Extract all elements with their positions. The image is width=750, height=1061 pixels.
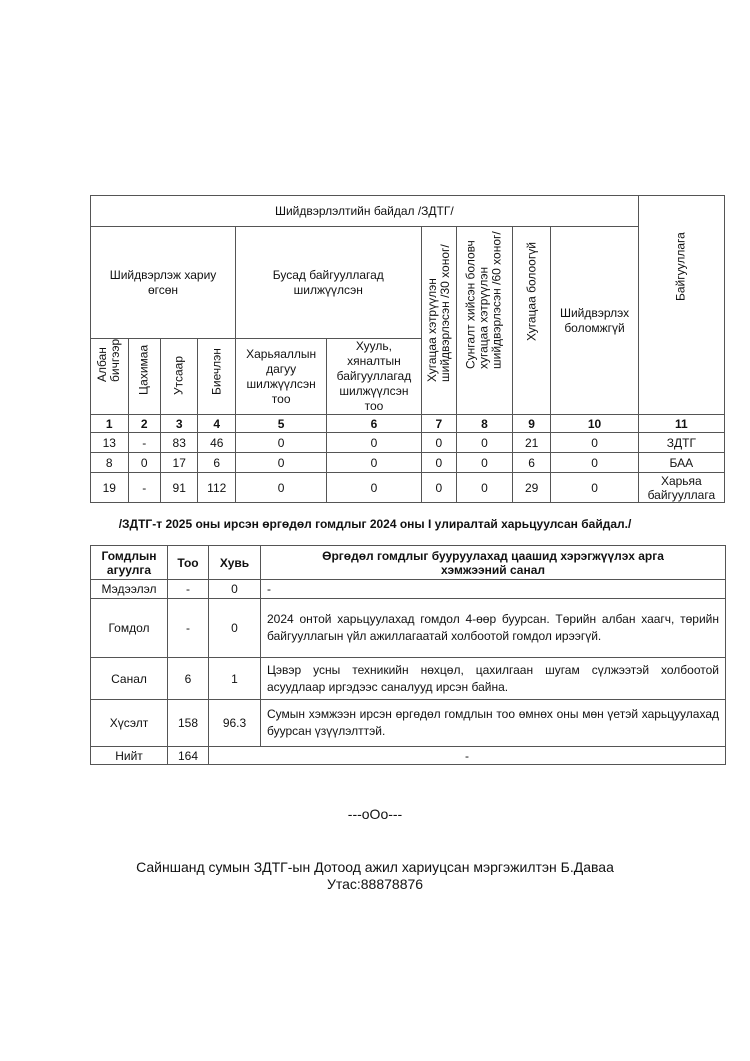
col-number: 7: [421, 415, 456, 433]
row-percent: 0: [209, 599, 261, 658]
org-cell: ЗДТГ: [638, 433, 724, 453]
total-rest: -: [209, 747, 726, 765]
header-count: Тоо: [168, 546, 209, 580]
column-numbers-row: [91, 415, 725, 433]
cell: 0: [236, 453, 327, 473]
cell: 21: [512, 433, 551, 453]
row-count: -: [168, 580, 209, 599]
col-number: 6: [327, 415, 421, 433]
org-header: Байгууллага: [638, 196, 724, 415]
cell: 6: [512, 453, 551, 473]
row-percent: 0: [209, 580, 261, 599]
col-number: 3: [160, 415, 198, 433]
cell: 0: [457, 433, 513, 453]
total-row: [91, 747, 726, 765]
row-proposal: Цэвэр усны техникийн нөхцөл, цахилгаан шугам сүлжээтэй холбоотой асуудлаар иргэдээс саналууд ирсэн байна.: [261, 658, 726, 700]
header-percent: Хувь: [209, 546, 261, 580]
cell: 8: [91, 453, 129, 473]
row-count: -: [168, 599, 209, 658]
total-label: Нийт: [91, 747, 168, 765]
document-ending-mark: ---oOo---: [347, 806, 403, 822]
signature-phone: Утас:88878876: [326, 876, 424, 892]
cell: 0: [551, 473, 638, 503]
row-proposal: 2024 онтой харьцуулахад гомдол 4-өөр буурсан. Төрийн албан хаагч, төрийн байгууллагын үйл ажиллагаатай холбоотой гомдол ирээгүй.: [261, 599, 726, 658]
cell: 0: [236, 433, 327, 453]
cell: -: [128, 473, 160, 503]
row-content: Хүсэлт: [91, 700, 168, 747]
row-content: Гомдол: [91, 599, 168, 658]
group-transferred-header: Бусад байгууллагад шилжүүлсэн: [236, 227, 422, 339]
org-cell: БАА: [638, 453, 724, 473]
table-main-header: Шийдвэрлэлтийн байдал /ЗДТГ/: [91, 196, 639, 227]
cell: 0: [327, 433, 421, 453]
row-percent: 96.3: [209, 700, 261, 747]
cell: 29: [512, 473, 551, 503]
cell: 83: [160, 433, 198, 453]
cell: 6: [198, 453, 236, 473]
resolution-status-table: [90, 195, 725, 503]
col-number: 4: [198, 415, 236, 433]
row-count: 6: [168, 658, 209, 700]
col-overdue-60: Сунгалт хийсэн боловч хугацаа хэтрүүлэн шийдвэрлэсэн /60 хоног/: [457, 227, 513, 415]
cell: 13: [91, 433, 129, 453]
complaints-comparison-table: [90, 545, 726, 765]
col-number: 11: [638, 415, 724, 433]
cell: 0: [236, 473, 327, 503]
cell: 0: [457, 473, 513, 503]
col-impossible: Шийдвэрлэх боломжгүй: [551, 227, 638, 415]
org-cell: Харьяа байгууллага: [638, 473, 724, 503]
table-row: [91, 599, 726, 658]
row-count: 158: [168, 700, 209, 747]
col-overdue-30: Хугацаа хэтрүүлэн шийдвэрлэсэн /30 хоног/: [421, 227, 456, 415]
col-number: 9: [512, 415, 551, 433]
header-row: [91, 546, 726, 580]
cell: 0: [421, 473, 456, 503]
col-number: 8: [457, 415, 513, 433]
col-phone: Утсаар: [160, 339, 198, 415]
signature-line: Сайншанд сумын ЗДТГ-ын Дотоод ажил хариуцсан мэргэжилтэн Б.Даваа: [136, 859, 614, 875]
cell: 0: [421, 433, 456, 453]
row-content: Санал: [91, 658, 168, 700]
row-content: Мэдээлэл: [91, 580, 168, 599]
total-count: 164: [168, 747, 209, 765]
col-in-person: Биечлэн: [198, 339, 236, 415]
col-official-letter: Албан бичгээр: [91, 339, 129, 415]
col-by-jurisdiction: Харьяаллын дагуу шилжүүлсэн тоо: [236, 339, 327, 415]
cell: 17: [160, 453, 198, 473]
col-email: Цахимаа: [128, 339, 160, 415]
col-number: 1: [91, 415, 129, 433]
cell: -: [128, 433, 160, 453]
cell: 0: [327, 473, 421, 503]
group-responded-header: Шийдвэрлэж хариу өгсөн: [91, 227, 236, 339]
cell: 19: [91, 473, 129, 503]
cell: 0: [457, 453, 513, 473]
comparison-table-title: /ЗДТГ-т 2025 оны ирсэн өргөдөл гомдлыг 2024 оны I улиралтай харьцуулсан байдал./: [118, 517, 632, 531]
table-row: [91, 473, 725, 503]
cell: 0: [128, 453, 160, 473]
table-row: [91, 700, 726, 747]
row-proposal: -: [261, 580, 726, 599]
cell: 46: [198, 433, 236, 453]
table-row: [91, 453, 725, 473]
col-number: 5: [236, 415, 327, 433]
col-not-due: Хугацаа болоогүй: [512, 227, 551, 415]
row-proposal: Сумын хэмжээн ирсэн өргөдөл гомдлын тоо өмнөх оны мөн үетэй харьцуулахад буурсан үзүүлэлттэй.: [261, 700, 726, 747]
table-row: [91, 658, 726, 700]
col-by-law: Хууль, хяналтын байгууллагад шилжүүлсэн тоо: [327, 339, 421, 415]
cell: 0: [327, 453, 421, 473]
table-row: [91, 580, 726, 599]
cell: 0: [551, 453, 638, 473]
signature-block: [0, 859, 750, 893]
cell: 0: [421, 453, 456, 473]
cell: 112: [198, 473, 236, 503]
col-number: 10: [551, 415, 638, 433]
cell: 91: [160, 473, 198, 503]
header-proposal: Өргөдөл гомдлыг бууруулахад цаашид хэрэгжүүлэх арга хэмжээний санал: [261, 546, 726, 580]
table-row: [91, 433, 725, 453]
header-content: Гомдлын агуулга: [91, 546, 168, 580]
col-number: 2: [128, 415, 160, 433]
row-percent: 1: [209, 658, 261, 700]
cell: 0: [551, 433, 638, 453]
